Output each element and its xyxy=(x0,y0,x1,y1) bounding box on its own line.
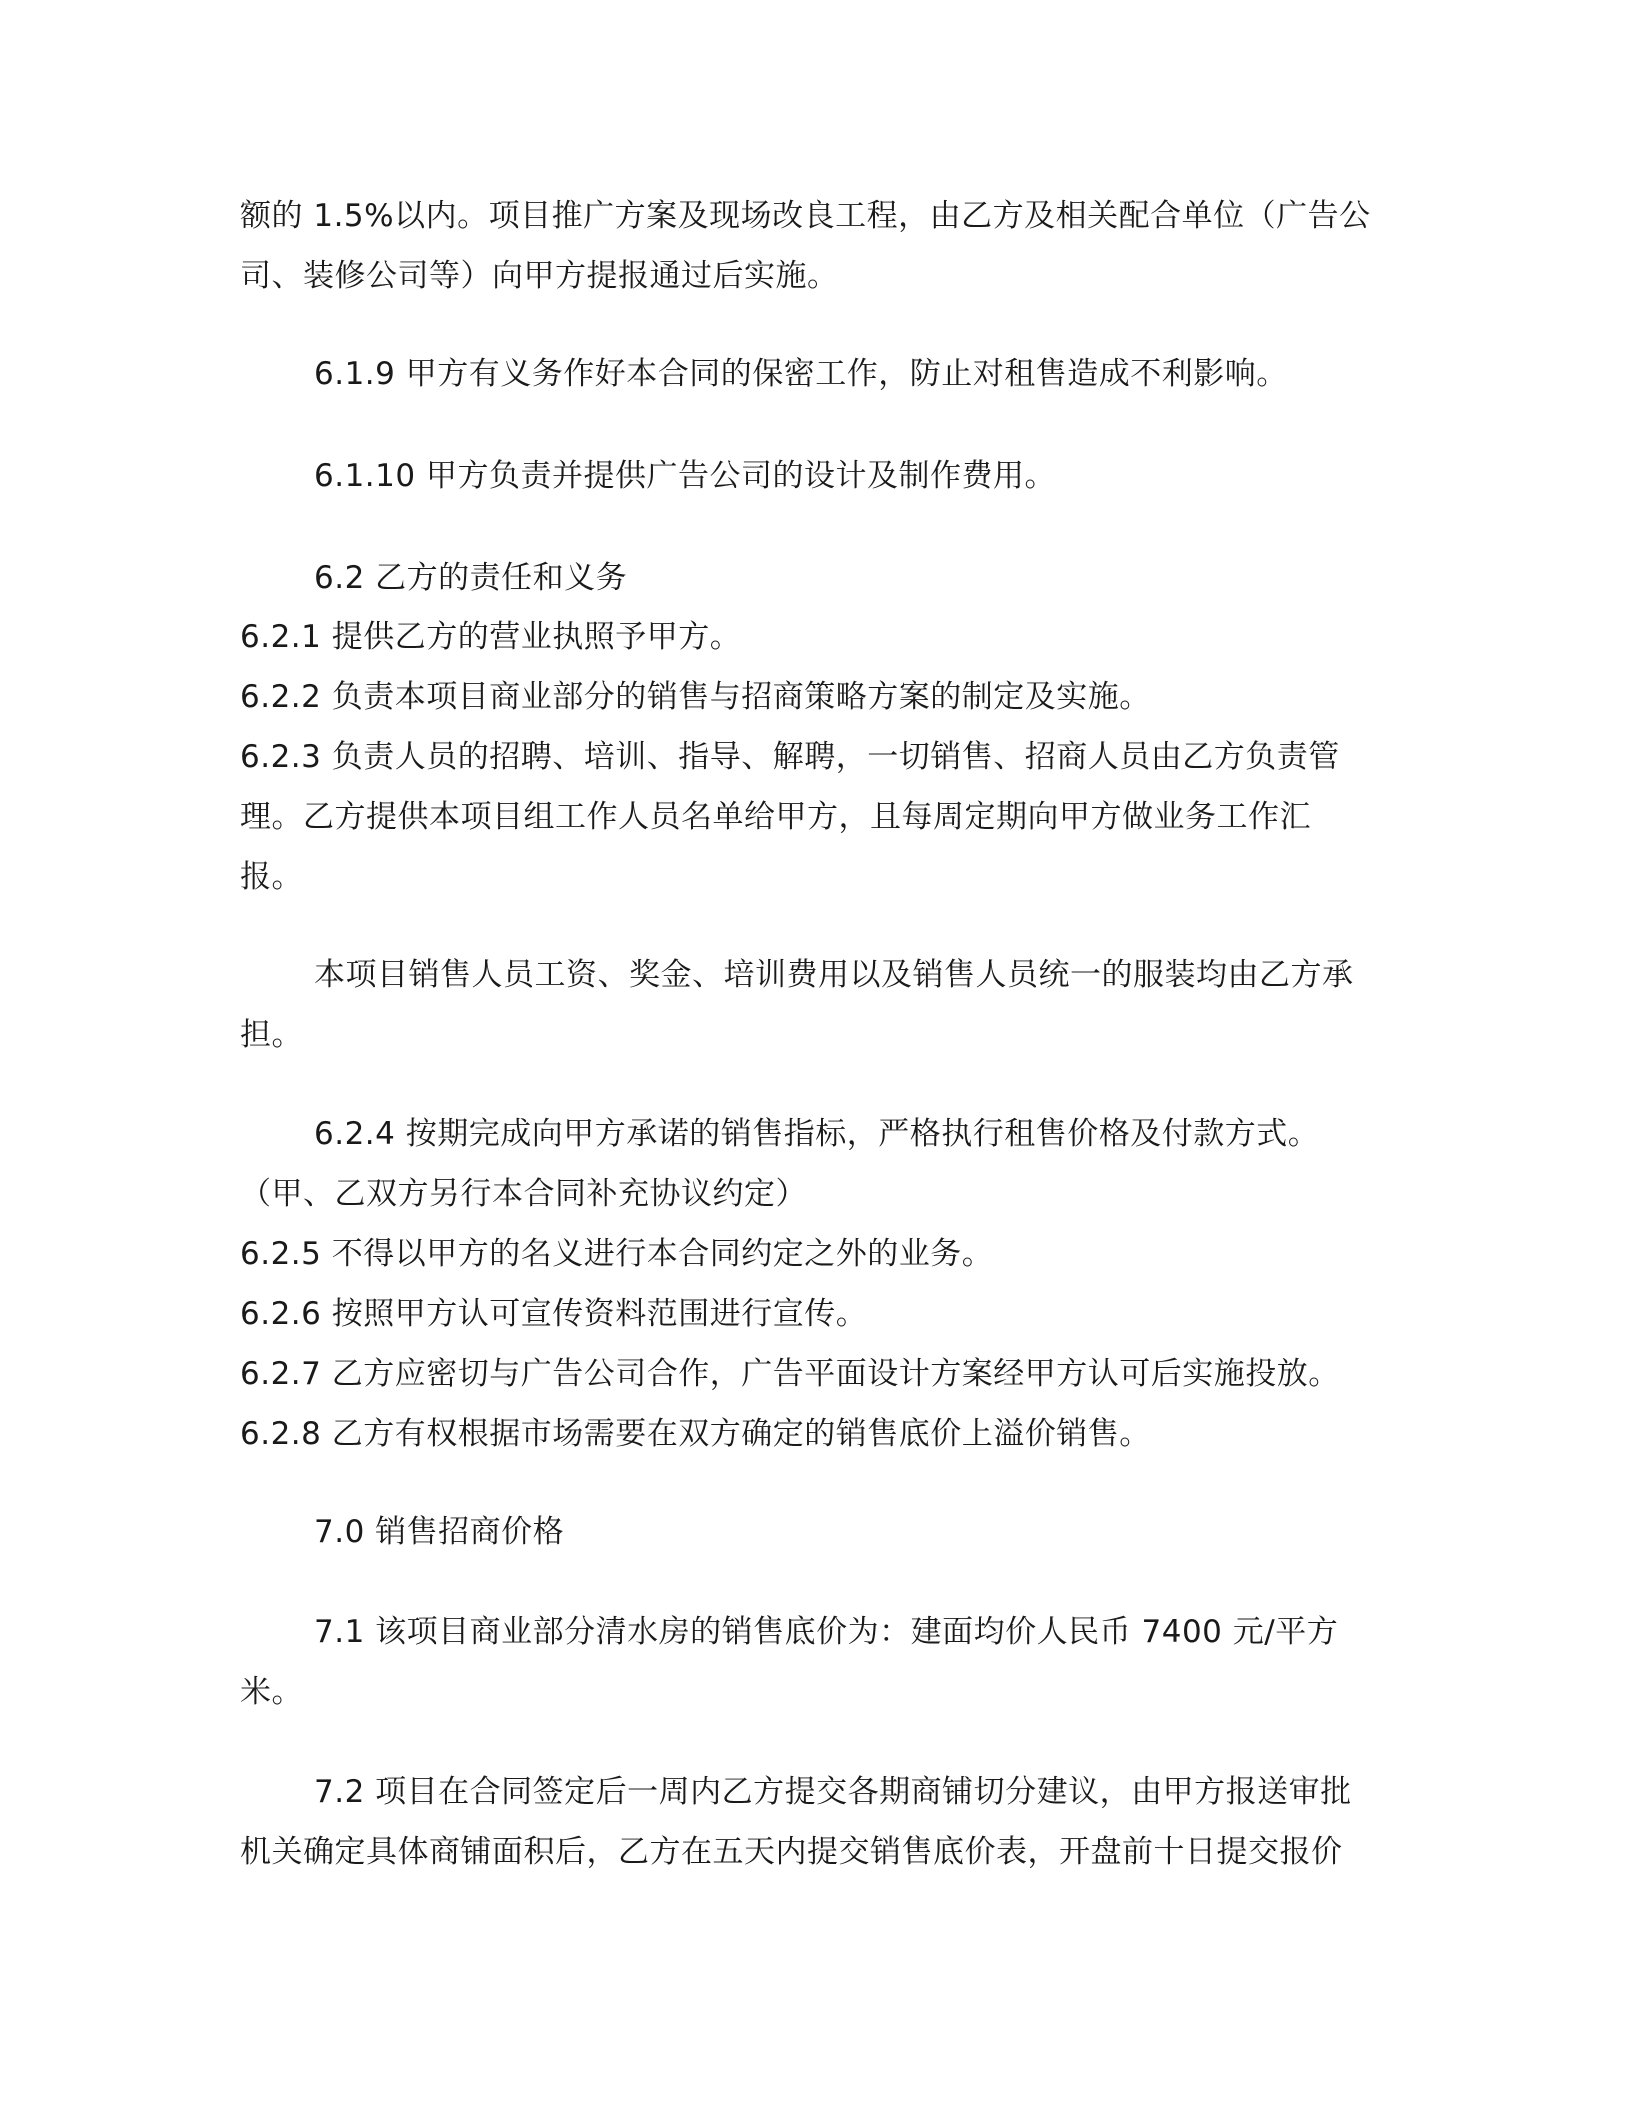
paragraph-line: 额的 1.5%以内。项目推广方案及现场改良工程，由乙方及相关配合单位（广告公 xyxy=(240,198,1371,234)
clause-7-1-cont: 米。 xyxy=(240,1674,303,1710)
section-heading-6-2: 6.2 乙方的责任和义务 xyxy=(314,560,628,596)
paragraph-line: 本项目销售人员工资、奖金、培训费用以及销售人员统一的服装均由乙方承 xyxy=(314,957,1354,993)
clause-6-2-4: 6.2.4 按期完成向甲方承诺的销售指标，严格执行租售价格及付款方式。 xyxy=(314,1116,1320,1152)
clause-6-2-6: 6.2.6 按照甲方认可宣传资料范围进行宣传。 xyxy=(240,1296,868,1332)
clause-6-1-9: 6.1.9 甲方有义务作好本合同的保密工作，防止对租售造成不利影响。 xyxy=(314,356,1288,392)
paragraph-line: 司、装修公司等）向甲方提报通过后实施。 xyxy=(240,258,839,294)
clause-6-2-3-end: 报。 xyxy=(240,859,303,895)
clause-7-2-cont: 机关确定具体商铺面积后，乙方在五天内提交销售底价表，开盘前十日提交报价 xyxy=(240,1834,1343,1870)
section-heading-7-0: 7.0 销售招商价格 xyxy=(314,1514,565,1550)
clause-6-2-4-note: （甲、乙双方另行本合同补充协议约定） xyxy=(240,1176,807,1212)
clause-6-2-3-cont: 理。乙方提供本项目组工作人员名单给甲方，且每周定期向甲方做业务工作汇 xyxy=(240,799,1311,835)
paragraph-line: 担。 xyxy=(240,1017,303,1053)
clause-7-1: 7.1 该项目商业部分清水房的销售底价为：建面均价人民币 7400 元/平方 xyxy=(314,1614,1339,1650)
clause-6-2-5: 6.2.5 不得以甲方的名义进行本合同约定之外的业务。 xyxy=(240,1236,994,1272)
clause-6-2-1: 6.2.1 提供乙方的营业执照予甲方。 xyxy=(240,619,742,655)
clause-6-2-7: 6.2.7 乙方应密切与广告公司合作，广告平面设计方案经甲方认可后实施投放。 xyxy=(240,1356,1340,1392)
clause-6-1-10: 6.1.10 甲方负责并提供广告公司的设计及制作费用。 xyxy=(314,458,1056,494)
clause-6-2-3: 6.2.3 负责人员的招聘、培训、指导、解聘，一切销售、招商人员由乙方负责管 xyxy=(240,739,1340,775)
clause-6-2-2: 6.2.2 负责本项目商业部分的销售与招商策略方案的制定及实施。 xyxy=(240,679,1151,715)
clause-6-2-8: 6.2.8 乙方有权根据市场需要在双方确定的销售底价上溢价销售。 xyxy=(240,1416,1151,1452)
clause-7-2: 7.2 项目在合同签定后一周内乙方提交各期商铺切分建议，由甲方报送审批 xyxy=(314,1774,1352,1810)
